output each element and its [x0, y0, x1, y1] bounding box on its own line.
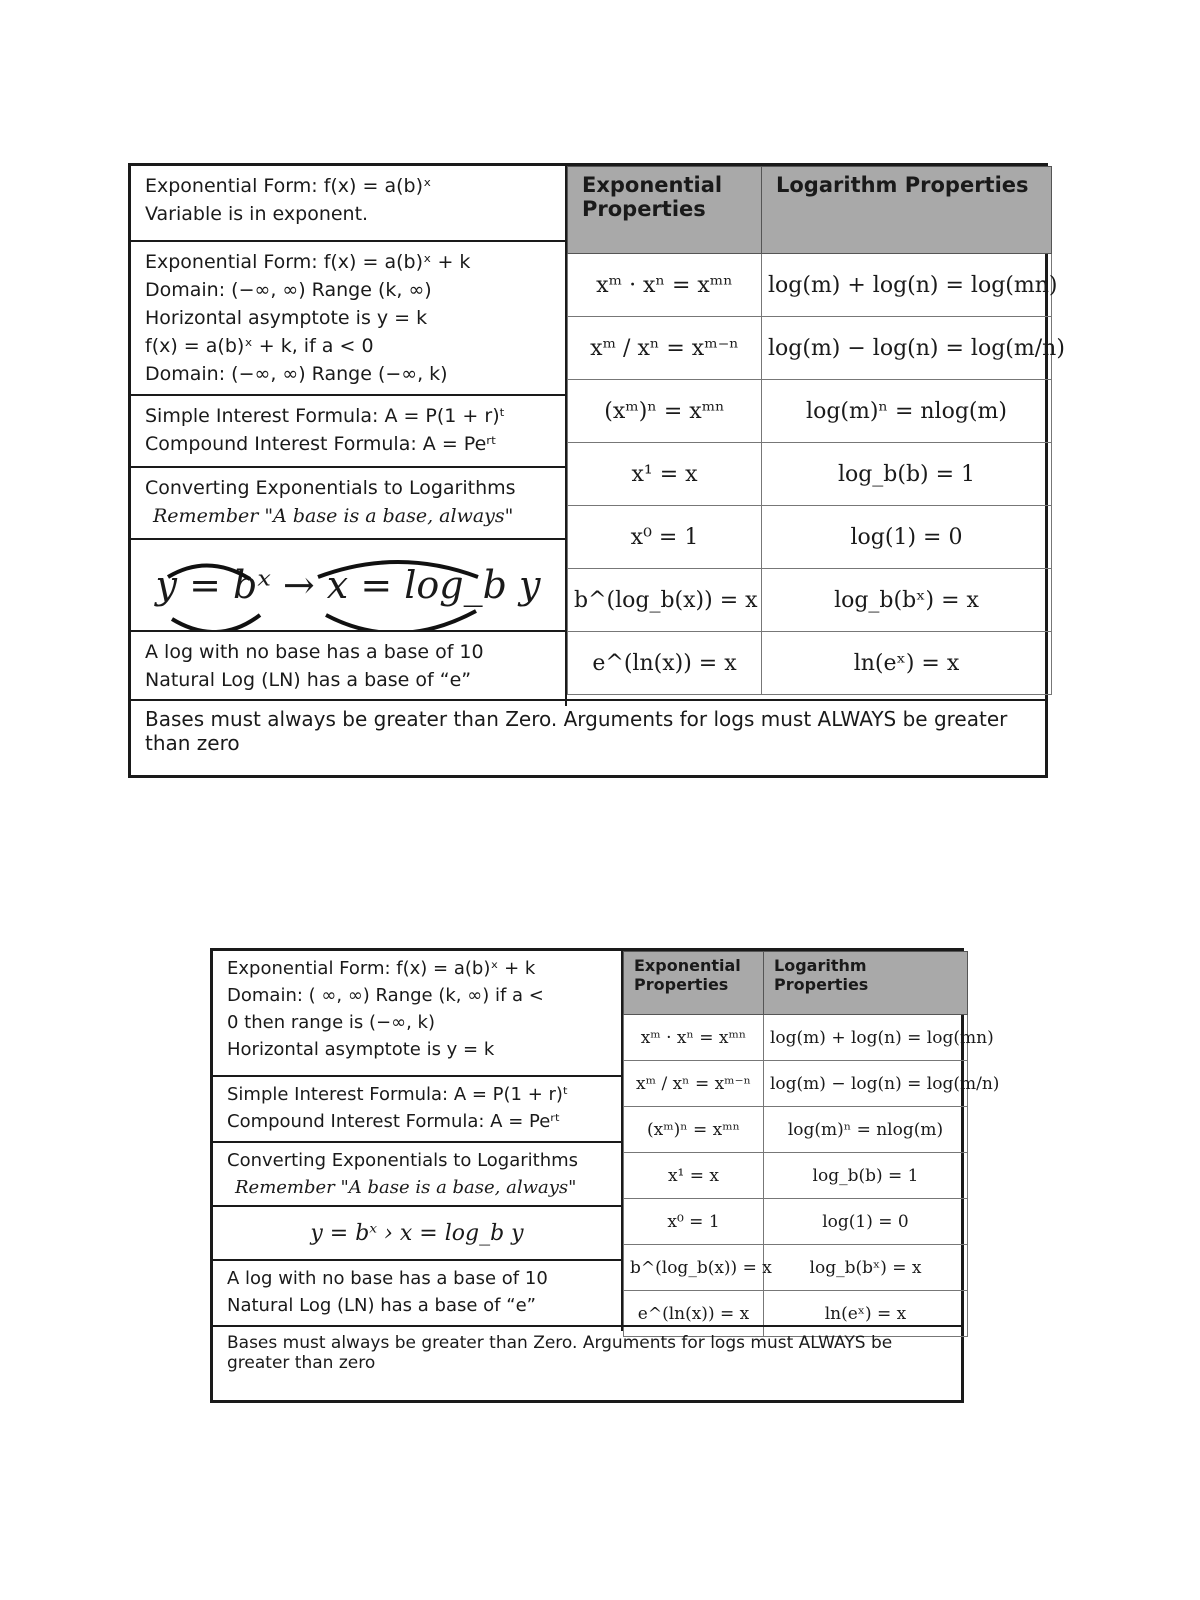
note-shifted-form [131, 242, 565, 396]
exponential-property: (xᵐ)ⁿ = xᵐⁿ [568, 380, 762, 443]
conversion-text: y = bˣ → x = log_b y [155, 563, 541, 607]
note-interest [213, 1077, 621, 1143]
conversion-text: y = bˣ › x = log_b y [310, 1220, 524, 1246]
exponential-property: e^(ln(x)) = x [568, 632, 762, 695]
note-converting [213, 1143, 621, 1207]
table-header-row [568, 167, 1052, 254]
note-line: Domain: (−∞, ∞) Range (−∞, k) [145, 363, 448, 385]
swap-arrows-icon [148, 549, 508, 632]
note-line: Horizontal asymptote is y = k [227, 1039, 495, 1060]
exponential-property: x⁰ = 1 [568, 506, 762, 569]
formula-sheet-large [128, 163, 1065, 778]
logarithm-property: log(m) − log(n) = log(m/n) [762, 317, 1052, 380]
note-line: Domain: (−∞, ∞) Range (k, ∞) [145, 279, 432, 301]
conversion-diagram [131, 540, 565, 632]
exponential-property: b^(log_b(x)) = x [568, 569, 762, 632]
table-row [568, 443, 1052, 506]
table-row [568, 380, 1052, 443]
note-line: Exponential Form: f(x) = a(b)ˣ + k [227, 958, 536, 979]
table-row [624, 1245, 968, 1291]
exponential-property: x⁰ = 1 [624, 1199, 764, 1245]
note-line: Natural Log (LN) has a base of “e” [227, 1295, 536, 1316]
exponential-property: x¹ = x [568, 443, 762, 506]
note-line: Natural Log (LN) has a base of “e” [145, 669, 472, 691]
logarithm-property: ln(eˣ) = x [764, 1291, 968, 1337]
conversion-diagram [213, 1207, 621, 1261]
logarithm-property: log(1) = 0 [762, 506, 1052, 569]
note-bases [213, 1261, 621, 1331]
header-logarithm: Logarithm Properties [764, 952, 968, 1015]
note-line: Domain: ( ∞, ∞) Range (k, ∞) if a < [227, 985, 544, 1006]
note-interest [131, 396, 565, 468]
note-line: Remember "A base is a base, always" [235, 1177, 577, 1198]
logarithm-property: log_b(bˣ) = x [764, 1245, 968, 1291]
table-row [568, 254, 1052, 317]
exponential-property: b^(log_b(x)) = x [624, 1245, 764, 1291]
logarithm-property: log_b(b) = 1 [764, 1153, 968, 1199]
table-row [624, 1153, 968, 1199]
logarithm-property: log_b(b) = 1 [762, 443, 1052, 506]
exponential-property: e^(ln(x)) = x [624, 1291, 764, 1337]
logarithm-property: log(1) = 0 [764, 1199, 968, 1245]
conversion-formula [310, 1220, 523, 1247]
exponential-property: (xᵐ)ⁿ = xᵐⁿ [624, 1107, 764, 1153]
note-line: Simple Interest Formula: A = P(1 + r)ᵗ [145, 405, 506, 427]
logarithm-property: log(m)ⁿ = nlog(m) [762, 380, 1052, 443]
properties-rows [624, 1015, 1000, 1337]
exponential-property: x¹ = x [624, 1153, 764, 1199]
logarithm-property: log(m) + log(n) = log(mn) [762, 254, 1052, 317]
logarithm-property: log(m) − log(n) = log(m/n) [764, 1061, 968, 1107]
header-logarithm: Logarithm Properties [762, 167, 1052, 254]
conversion-formula [155, 563, 541, 607]
note-line: Converting Exponentials to Logarithms [227, 1150, 579, 1171]
note-line: A log with no base has a base of 10 [145, 641, 484, 663]
note-bases [131, 632, 565, 706]
properties-table-wrapper [623, 951, 1000, 1337]
footer-text: Bases must always be greater than Zero. Arguments for logs must ALWAYS be greater than zero [227, 1333, 893, 1373]
table-row [624, 1061, 968, 1107]
table-row [568, 632, 1052, 695]
logarithm-property: log_b(bˣ) = x [762, 569, 1052, 632]
footer-note [213, 1325, 961, 1400]
notes-column [213, 951, 623, 1331]
properties-rows [568, 254, 1065, 695]
exponential-property: xᵐ / xⁿ = xᵐ⁻ⁿ [568, 317, 762, 380]
table-header-row [624, 952, 968, 1015]
note-exponential-form [131, 166, 565, 242]
note-line: Compound Interest Formula: A = Peʳᵗ [227, 1111, 561, 1132]
footer-text: Bases must always be greater than Zero. Arguments for logs must ALWAYS be greater than zero [145, 707, 1008, 755]
formula-sheet-small [210, 948, 1000, 1403]
note-line: Horizontal asymptote is y = k [145, 307, 428, 329]
table-row [568, 569, 1052, 632]
table-row [568, 506, 1052, 569]
exponential-property: xᵐ / xⁿ = xᵐ⁻ⁿ [624, 1061, 764, 1107]
properties-table-wrapper [567, 166, 1065, 695]
table-row [624, 1199, 968, 1245]
header-exponential: Exponential Properties [568, 167, 762, 254]
exponential-property: xᵐ · xⁿ = xᵐⁿ [568, 254, 762, 317]
footer-note [131, 699, 1045, 775]
note-line: Exponential Form: f(x) = a(b)ˣ + k [145, 251, 471, 273]
logarithm-property: log(m) + log(n) = log(mn) [764, 1015, 968, 1061]
note-line: f(x) = a(b)ˣ + k, if a < 0 [145, 335, 374, 357]
note-line: Variable is in exponent. [145, 203, 369, 225]
table-row [624, 1015, 968, 1061]
logarithm-property: log(m)ⁿ = nlog(m) [764, 1107, 968, 1153]
logarithm-property: ln(eˣ) = x [762, 632, 1052, 695]
properties-table [623, 951, 1000, 1337]
note-line: Converting Exponentials to Logarithms [145, 477, 516, 499]
exponential-property: xᵐ · xⁿ = xᵐⁿ [624, 1015, 764, 1061]
notes-column [131, 166, 567, 706]
note-shifted-form [213, 951, 621, 1077]
header-exponential: Exponential Properties [624, 952, 764, 1015]
note-line: Exponential Form: f(x) = a(b)ˣ [145, 175, 432, 197]
note-line: 0 then range is (−∞, k) [227, 1012, 435, 1033]
note-line: A log with no base has a base of 10 [227, 1268, 548, 1289]
note-line: Remember "A base is a base, always" [153, 505, 514, 527]
properties-table [567, 166, 1065, 695]
note-line: Compound Interest Formula: A = Peʳᵗ [145, 433, 497, 455]
table-row [568, 317, 1052, 380]
table-row [624, 1107, 968, 1153]
note-line: Simple Interest Formula: A = P(1 + r)ᵗ [227, 1084, 569, 1105]
note-converting [131, 468, 565, 540]
